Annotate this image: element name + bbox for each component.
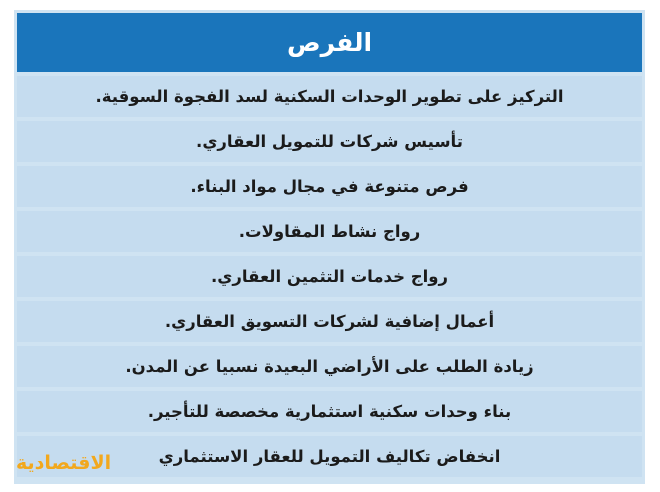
table-row (17, 211, 642, 252)
publisher-logo: الاقتصادية (16, 452, 112, 474)
row-text: زيادة الطلب على الأراضي البعيدة نسبيا عن المدن. (125, 357, 534, 376)
table-title: الفرص (286, 28, 373, 57)
table-row (17, 391, 642, 432)
row-text: أعمال إضافية لشركات التسويق العقاري. (164, 312, 495, 331)
row-text: تأسيس شركات للتمويل العقاري. (196, 132, 463, 151)
row-text: رواج نشاط المقاولات. (238, 222, 421, 241)
table-row (17, 256, 642, 297)
table-header (17, 13, 642, 72)
row-text: فرص متنوعة في مجال مواد البناء. (190, 177, 469, 196)
table-row (17, 166, 642, 207)
table-row (17, 301, 642, 342)
row-text: رواج خدمات التثمين العقاري. (210, 267, 449, 286)
row-text: التركيز على تطوير الوحدات السكنية لسد الفجوة السوقية. (95, 87, 564, 106)
row-text: بناء وحدات سكنية استثمارية مخصصة للتأجير. (147, 402, 512, 421)
table-row (17, 121, 642, 162)
table-row (17, 76, 642, 117)
opportunities-table (14, 10, 645, 484)
table-row (17, 346, 642, 387)
row-text: انخفاض تكاليف التمويل للعقار الاستثماري (158, 447, 501, 466)
